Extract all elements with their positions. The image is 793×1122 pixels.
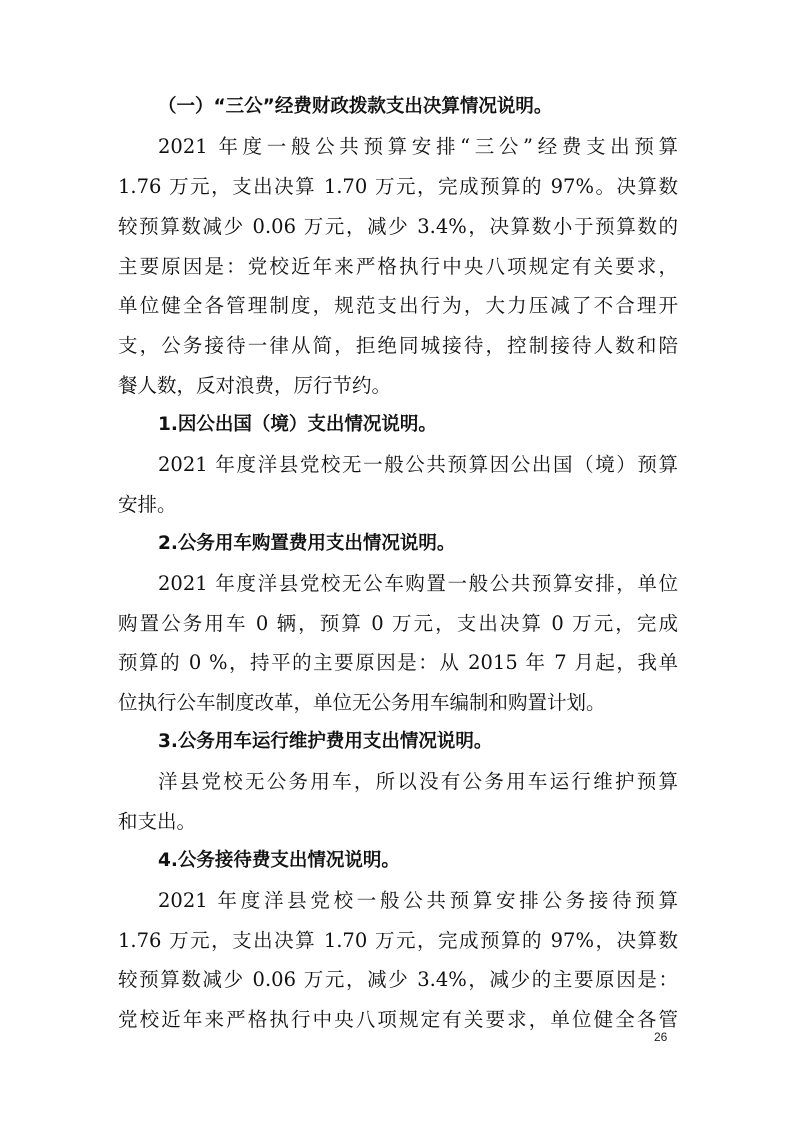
paragraph-line: 2021 年度洋县党校一般公共预算安排公务接待预算 bbox=[158, 889, 678, 912]
paragraph-line: 1.76 万元，支出决算 1.70 万元，完成预算的 97%，决算数 bbox=[118, 929, 678, 952]
paragraph-line: 餐人数，反对浪费，厉行节约。 bbox=[118, 374, 392, 397]
paragraph-line: 支，公务接待一律从简，拒绝同城接待，控制接待人数和陪 bbox=[118, 334, 678, 357]
paragraph-line: 2021 年度洋县党校无一般公共预算因公出国（境）预算 bbox=[158, 453, 678, 476]
paragraph-line: 单位健全各管理制度，规范支出行为，大力压减了不合理开 bbox=[118, 294, 678, 317]
paragraph-line: 预算的 0 %，持平的主要原因是：从 2015 年 7 月起，我单 bbox=[118, 651, 678, 674]
page-number: 26 bbox=[654, 1030, 668, 1044]
paragraph-line: 和支出。 bbox=[118, 810, 197, 833]
paragraph-line: 购置公务用车 0 辆，预算 0 万元，支出决算 0 万元，完成 bbox=[118, 612, 678, 635]
paragraph-line: 2021 年度一般公共预算安排“三公”经费支出预算 bbox=[158, 135, 678, 158]
paragraph-line: 1.76 万元，支出决算 1.70 万元，完成预算的 97%。决算数 bbox=[118, 175, 678, 198]
paragraph-line: 党校近年来严格执行中央八项规定有关要求，单位健全各管 bbox=[118, 1008, 678, 1031]
item-2-title: 2.公务用车购置费用支出情况说明。 bbox=[158, 533, 456, 554]
item-4-title: 4.公务接待费支出情况说明。 bbox=[158, 850, 400, 871]
item-3-title: 3.公务用车运行维护费用支出情况说明。 bbox=[158, 731, 493, 752]
paragraph-line: 较预算数减少 0.06 万元，减少 3.4%，决算数小于预算数的 bbox=[118, 215, 678, 238]
item-1-title: 1.因公出国（境）支出情况说明。 bbox=[158, 414, 437, 435]
paragraph-line: 较预算数减少 0.06 万元，减少 3.4%，减少的主要原因是： bbox=[118, 968, 678, 991]
paragraph-line: 洋县党校无公务用车，所以没有公务用车运行维护预算 bbox=[158, 770, 678, 793]
paragraph-line: 安排。 bbox=[118, 493, 177, 516]
paragraph-line: 2021 年度洋县党校无公车购置一般公共预算安排，单位 bbox=[158, 572, 678, 595]
section-title: （一）“三公”经费财政拨款支出决算情况说明。 bbox=[158, 96, 553, 117]
paragraph-line: 位执行公车制度改革，单位无公务用车编制和购置计划。 bbox=[118, 691, 606, 714]
paragraph-line: 主要原因是：党校近年来严格执行中央八项规定有关要求， bbox=[118, 255, 678, 278]
